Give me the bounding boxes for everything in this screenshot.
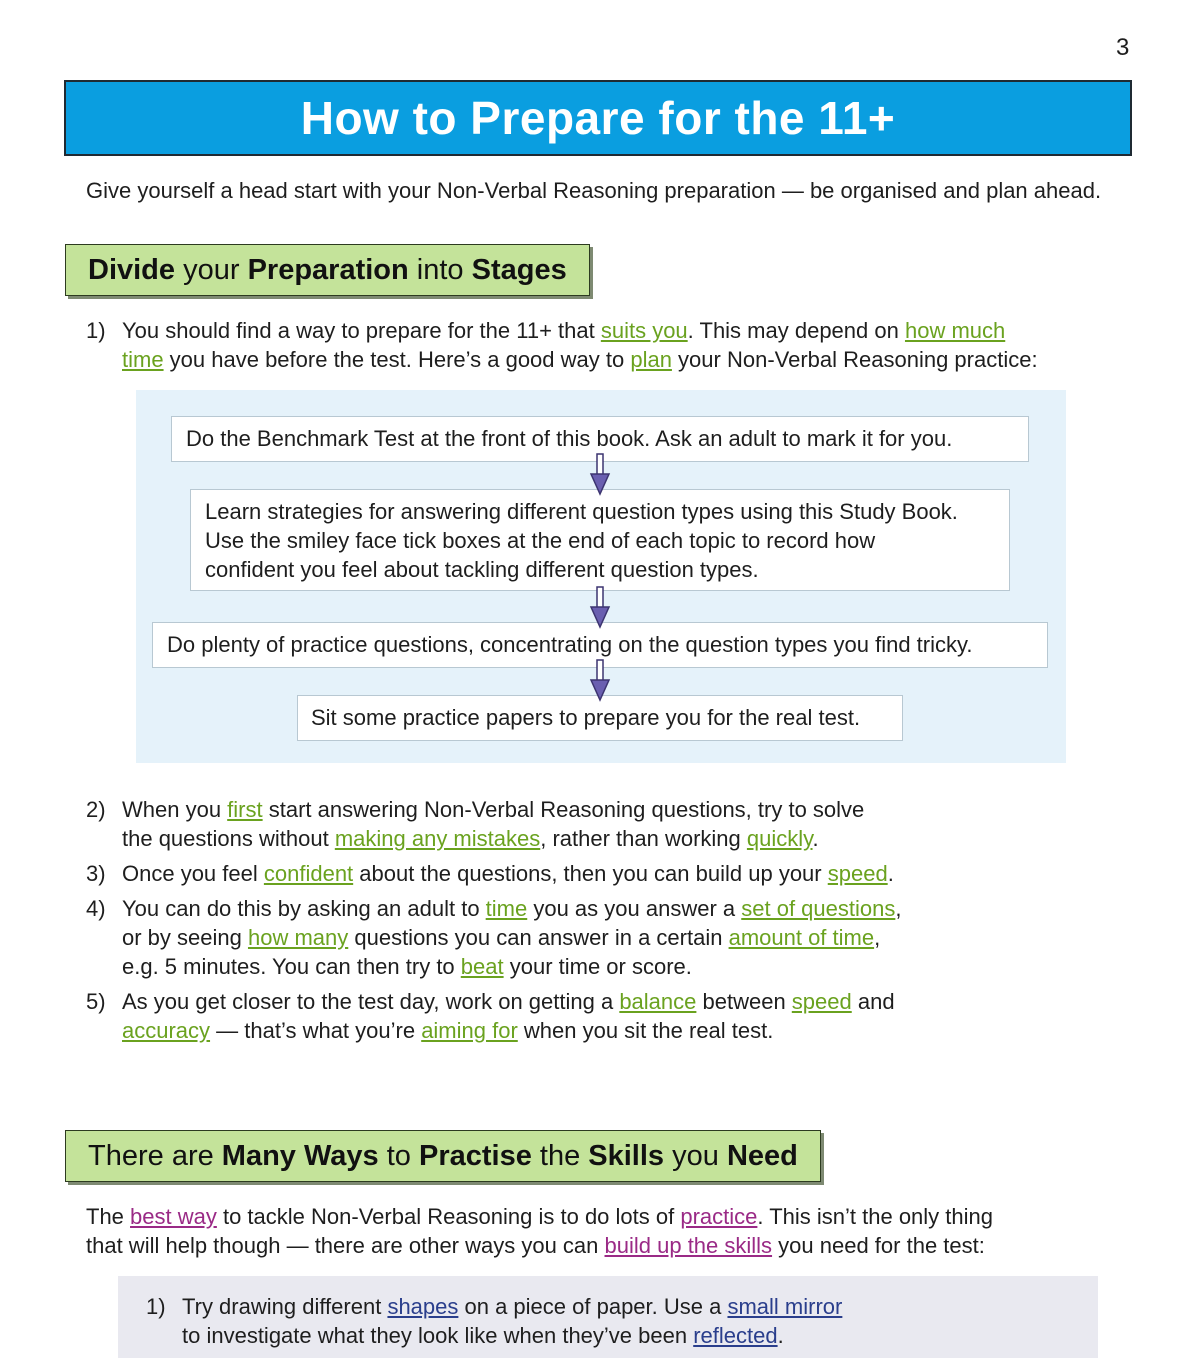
highlighted-term: time [122,347,164,372]
page-title: How to Prepare for the 11+ [300,92,896,144]
highlighted-term: quickly [746,826,813,851]
highlighted-term: practice [680,1204,758,1229]
item-number: 1) [146,1294,166,1319]
flow-step-papers: Sit some practice papers to prepare you for the real test. [297,695,903,741]
item-text: You should find a way to prepare for the 11+ that suits you. This may depend on how much time you have before the test. Here’s a good way to plan your Non-Verbal Reasoning practice: [122,318,1038,372]
list-item [86,894,1146,981]
skills-tip-box [118,1276,1098,1358]
flow-arrow-down-icon [588,585,612,629]
section-heading-stages [65,244,590,296]
highlighted-term: reflected [693,1323,778,1348]
list-item [86,859,1146,888]
highlighted-term: speed [827,861,888,886]
list-item [86,987,1146,1045]
page-number: 3 [1116,34,1130,61]
heading-text: Divide your Preparation into Stages [88,253,567,286]
heading-text: There are Many Ways to Practise the Skills you Need [88,1139,798,1172]
flow-arrow-down-icon [588,658,612,702]
highlighted-term: making any mistakes [334,826,541,851]
highlighted-term: how many [247,925,349,950]
highlighted-term: amount of time [728,925,875,950]
highlighted-term: set of questions [741,896,896,921]
item-text: Try drawing different shapes on a piece of paper. Use a small mirror to investigate what they look like when they’ve been reflected. [182,1294,843,1348]
highlighted-term: speed [791,989,852,1014]
item-text: As you get closer to the test day, work on getting a balance between speed and accuracy — that’s what you’re aiming for when you sit the real test. [122,989,895,1043]
page-title-banner [64,80,1132,156]
section-heading-skills [65,1130,821,1182]
item-number: 4) [86,896,106,921]
tips-list [86,795,1146,1051]
highlighted-term: suits you [600,318,688,343]
item-number: 1) [86,318,106,343]
item-number: 5) [86,989,106,1014]
highlighted-term: time [485,896,528,921]
item-text: Once you feel confident about the questions, then you can build up your speed. [122,861,894,886]
item-number: 3) [86,861,106,886]
list-item [86,795,1146,853]
flow-step-practice: Do plenty of practice questions, concentrating on the question types you find tricky. [152,622,1048,668]
flow-arrow-down-icon [588,452,612,496]
highlighted-term: accuracy [122,1018,211,1043]
highlighted-term: build up the skills [604,1233,773,1258]
highlighted-term: balance [619,989,697,1014]
highlighted-term: confident [263,861,354,886]
skills-paragraph: The best way to tackle Non-Verbal Reasoning is to do lots of practice. This isn’t the only thing that will help though — there are other ways you can build up the skills you need for the test: [86,1204,993,1258]
flow-step-benchmark: Do the Benchmark Test at the front of this book. Ask an adult to mark it for you. [171,416,1029,462]
list-item [86,316,1146,374]
item-text: You can do this by asking an adult to time you as you answer a set of questions, or by seeing how many questions you can answer in a certain amount of time, e.g. 5 minutes. You can then try to beat your time or score. [122,896,902,979]
highlighted-term: shapes [387,1294,459,1319]
intro-text: Give yourself a head start with your Non-Verbal Reasoning preparation — be organised and plan ahead. [86,178,1102,203]
highlighted-term: first [227,797,263,822]
highlighted-term: small mirror [727,1294,843,1319]
highlighted-term: best way [130,1204,217,1229]
highlighted-term: how much [904,318,1006,343]
item-number: 2) [86,797,106,822]
highlighted-term: aiming for [421,1018,518,1043]
highlighted-term: beat [460,954,504,979]
item-text: When you first start answering Non-Verbal Reasoning questions, try to solve the questions without making any mistakes, rather than working quickly. [122,797,865,851]
flow-step-strategies: Learn strategies for answering different question types using this Study Book. Use the smiley face tick boxes at the end of each topic to record how confident you feel about tackling different question types. [190,489,1010,591]
plan-flowchart [136,390,1066,763]
list-item [146,1292,842,1350]
highlighted-term: plan [630,347,672,372]
item-1 [86,316,1146,380]
